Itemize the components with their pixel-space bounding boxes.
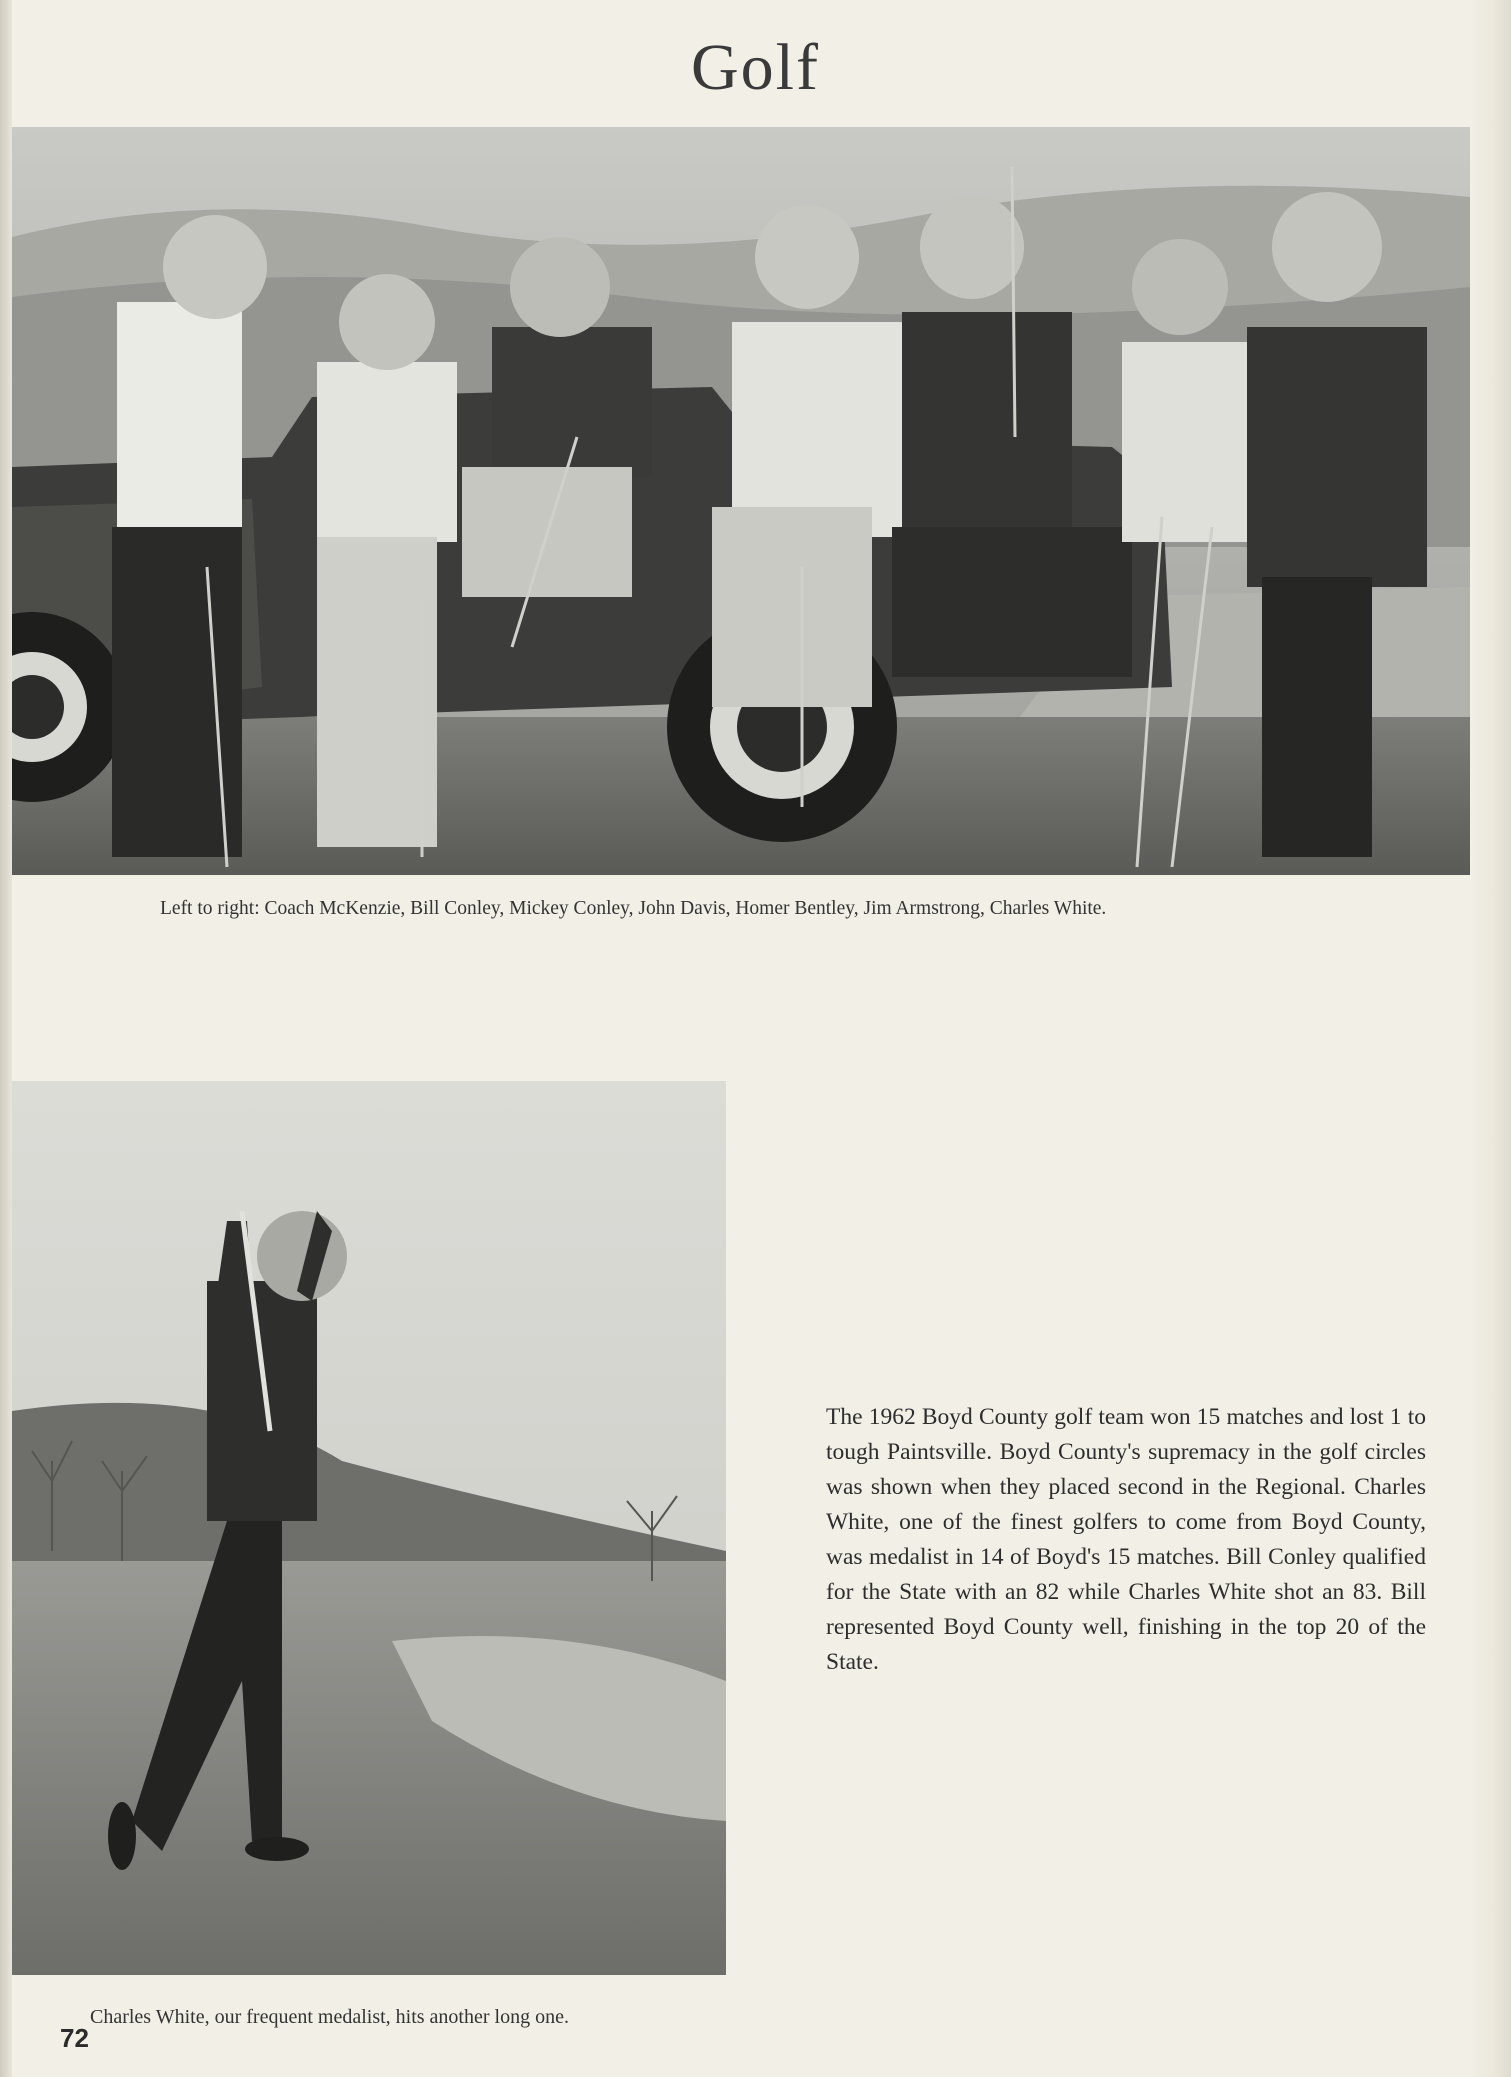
- page-number: 72: [60, 2023, 89, 2053]
- article-text: The 1962 Boyd County golf team won 15 matches and lost 1 to tough Paintsville. Boyd County's supremacy in the golf circles was shown when they placed second in the Regional. Charles White, one of the finest golfers to come from Boyd County, was medalist in 14 of Boyd's 15 matches. Bill Conley qualified for the State with an 82 while Charles White shot an 83. Bill represented Boyd County well, finishing in the top 20 of the State.: [826, 1404, 1426, 1675]
- team-photo: [12, 127, 1470, 875]
- swing-photo: [12, 1081, 726, 1975]
- page-outer-edge: [1471, 0, 1511, 2077]
- page-binding-edge: [0, 0, 12, 2077]
- swing-photo-caption: Charles White, our frequent medalist, hits another long one.: [90, 2006, 569, 2028]
- team-photo-caption: Left to right: Coach McKenzie, Bill Conley, Mickey Conley, John Davis, Homer Bentley, Jim Armstrong, Charles White.: [160, 898, 1107, 919]
- page-title: Golf: [691, 31, 820, 104]
